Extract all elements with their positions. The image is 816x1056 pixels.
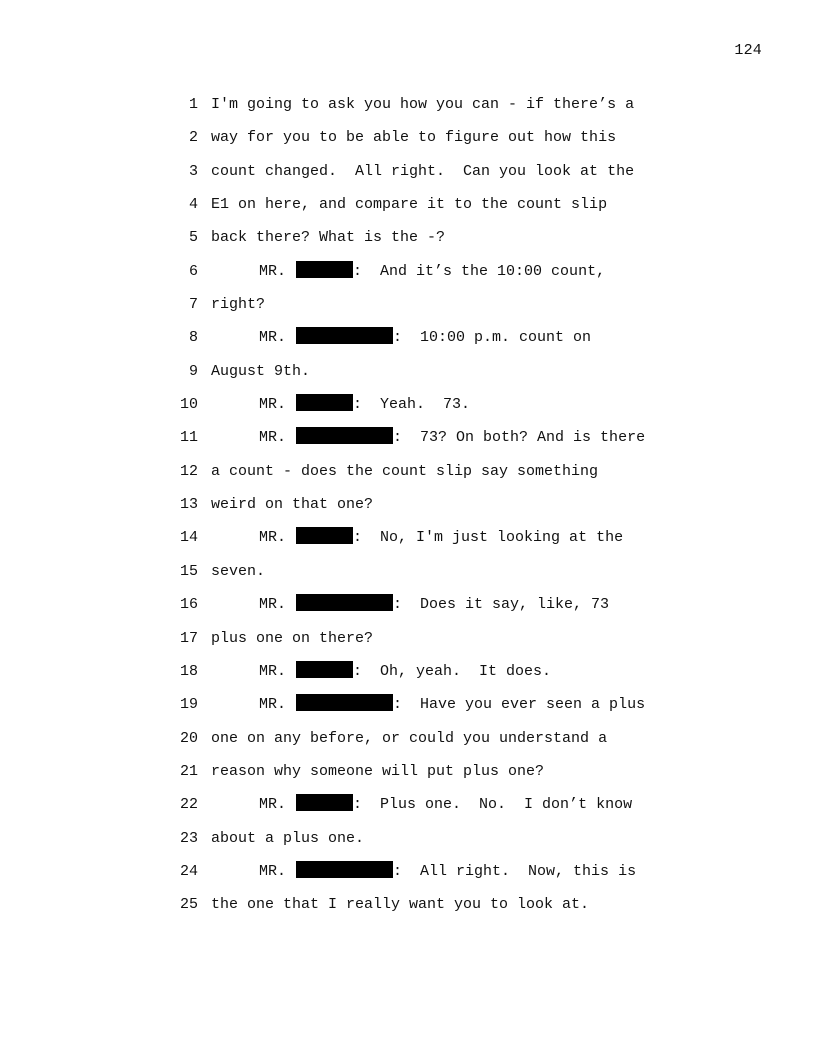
line-number: 23: [179, 829, 198, 847]
speaker-title: MR.: [259, 262, 287, 280]
speaker-colon: :: [353, 796, 381, 814]
speaker-colon: :: [353, 262, 381, 280]
transcript-line: [0, 455, 816, 488]
redaction-bar: [296, 427, 393, 444]
speaker-turn: [259, 388, 470, 421]
line-text: And it’s the 10:00 count,: [380, 262, 606, 280]
speaker-turn: [259, 521, 623, 554]
speaker-turn: [259, 788, 632, 821]
line-text: weird on that one?: [211, 496, 374, 514]
line-number: 7: [188, 296, 198, 314]
transcript-line: [0, 355, 816, 388]
line-text: the one that I really want you to look at.: [211, 896, 590, 914]
line-text: reason why someone will put plus one?: [211, 762, 545, 780]
speaker-turn: [259, 421, 645, 454]
transcript-line: [0, 488, 816, 521]
line-number: 17: [179, 629, 198, 647]
speaker-turn: [259, 321, 591, 354]
line-number: 13: [179, 496, 198, 514]
transcript-body: [0, 88, 816, 922]
line-text: one on any before, or could you understand a: [211, 729, 608, 747]
transcript-line: [0, 255, 816, 288]
line-number: 5: [188, 229, 198, 247]
speaker-turn: [259, 588, 609, 621]
line-text: Plus one. No. I don’t know: [380, 796, 633, 814]
line-text: Yeah. 73.: [380, 396, 471, 414]
line-text: E1 on here, and compare it to the count slip: [211, 196, 608, 214]
transcript-line: [0, 421, 816, 454]
line-number: 2: [188, 129, 198, 147]
line-text: a count - does the count slip say something: [211, 462, 599, 480]
redaction-bar: [296, 594, 393, 611]
line-number: 14: [179, 529, 198, 547]
transcript-line: [0, 722, 816, 755]
line-number: 22: [179, 796, 198, 814]
line-text: seven.: [211, 562, 266, 580]
redaction-bar: [296, 261, 353, 278]
speaker-turn: [259, 855, 636, 888]
transcript-line: [0, 688, 816, 721]
redaction-bar: [296, 861, 393, 878]
speaker-turn: [259, 655, 551, 688]
line-number: 3: [188, 162, 198, 180]
line-text: about a plus one.: [211, 829, 365, 847]
transcript-line: [0, 888, 816, 921]
transcript-line: [0, 221, 816, 254]
line-text: count changed. All right. Can you look at the: [211, 162, 635, 180]
speaker-colon: :: [353, 529, 381, 547]
line-number: 15: [179, 562, 198, 580]
speaker-title: MR.: [259, 396, 287, 414]
transcript-line: [0, 755, 816, 788]
redaction-bar: [296, 661, 353, 678]
redaction-bar: [296, 694, 393, 711]
speaker-colon: :: [353, 662, 381, 680]
speaker-colon: :: [393, 862, 421, 880]
redaction-bar: [296, 327, 393, 344]
speaker-colon: :: [393, 329, 421, 347]
line-text: I'm going to ask you how you can - if there’s a: [211, 96, 635, 113]
transcript-line: [0, 188, 816, 221]
line-number: 24: [179, 862, 198, 880]
line-text: August 9th.: [211, 362, 311, 380]
line-text: No, I'm just looking at the: [380, 529, 624, 547]
line-number: 8: [188, 329, 198, 347]
line-number: 10: [179, 396, 198, 414]
speaker-colon: :: [393, 429, 421, 447]
line-number: 16: [179, 596, 198, 614]
transcript-line: [0, 855, 816, 888]
speaker-title: MR.: [259, 329, 287, 347]
line-text: plus one on there?: [211, 629, 374, 647]
page-number: 124: [734, 42, 762, 59]
transcript-line: [0, 655, 816, 688]
line-text: 73? On both? And is there: [420, 429, 646, 447]
line-text: Have you ever seen a plus: [420, 696, 646, 714]
line-text: All right. Now, this is: [420, 862, 637, 880]
line-number: 19: [179, 696, 198, 714]
transcript-line: [0, 555, 816, 588]
transcript-line: [0, 588, 816, 621]
speaker-title: MR.: [259, 696, 287, 714]
transcript-line: [0, 121, 816, 154]
line-number: 9: [188, 362, 198, 380]
line-text: right?: [211, 296, 266, 314]
speaker-title: MR.: [259, 429, 287, 447]
line-text: Oh, yeah. It does.: [380, 662, 552, 680]
redaction-bar: [296, 394, 353, 411]
line-number: 21: [179, 762, 198, 780]
speaker-title: MR.: [259, 796, 287, 814]
speaker-turn: [259, 688, 645, 721]
speaker-turn: [259, 255, 605, 288]
redaction-bar: [296, 527, 353, 544]
line-number: 25: [179, 896, 198, 914]
speaker-colon: :: [393, 596, 421, 614]
line-text: back there? What is the -?: [211, 229, 446, 247]
line-text: way for you to be able to figure out how this: [211, 129, 617, 147]
line-number: 6: [188, 262, 198, 280]
speaker-colon: :: [353, 396, 381, 414]
line-number: 20: [179, 729, 198, 747]
line-text: Does it say, like, 73: [420, 596, 610, 614]
transcript-line: [0, 822, 816, 855]
transcript-line: [0, 622, 816, 655]
transcript-line: [0, 321, 816, 354]
speaker-colon: :: [393, 696, 421, 714]
transcript-line: [0, 288, 816, 321]
transcript-line: [0, 521, 816, 554]
redaction-bar: [296, 794, 353, 811]
line-number: 1: [188, 96, 198, 113]
line-text: 10:00 p.m. count on: [420, 329, 592, 347]
transcript-line: [0, 155, 816, 188]
speaker-title: MR.: [259, 862, 287, 880]
transcript-line: [0, 88, 816, 121]
speaker-title: MR.: [259, 662, 287, 680]
transcript-line: [0, 388, 816, 421]
line-number: 12: [179, 462, 198, 480]
speaker-title: MR.: [259, 596, 287, 614]
line-number: 11: [179, 429, 198, 447]
line-number: 4: [188, 196, 198, 214]
speaker-title: MR.: [259, 529, 287, 547]
transcript-line: [0, 788, 816, 821]
line-number: 18: [179, 662, 198, 680]
